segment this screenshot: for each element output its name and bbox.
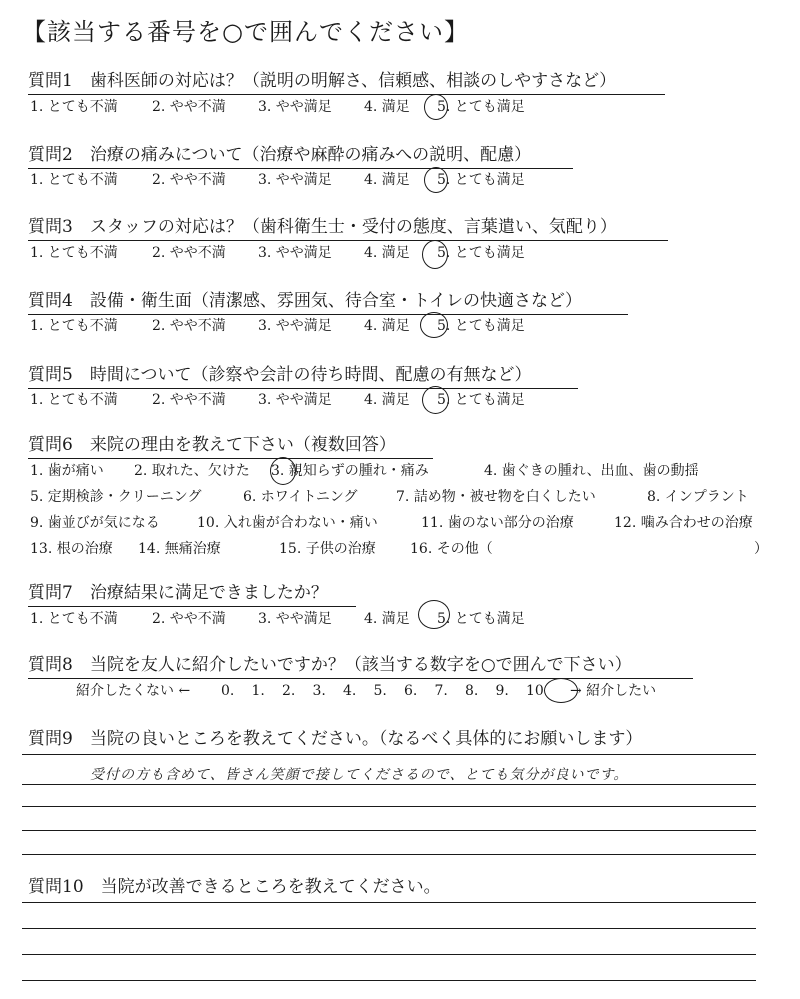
q10-answer-line-1[interactable] — [22, 902, 756, 903]
q4-option-1[interactable]: 1. とても不満 — [30, 318, 118, 334]
q5-option-4[interactable]: 4. 満足 — [364, 392, 410, 408]
question-6-options-row-4 — [30, 540, 493, 558]
q9-answer-line-top — [22, 754, 756, 755]
q10-answer-line-4[interactable] — [22, 980, 756, 981]
q6-option-16[interactable]: 16. その他（ — [410, 541, 493, 557]
q5-option-1[interactable]: 1. とても不満 — [30, 392, 118, 408]
q3-option-3[interactable]: 3. やや満足 — [258, 245, 332, 261]
question-5-options — [30, 391, 525, 409]
question-1-title: 質問1 歯科医師の対応は？（説明の明解さ、信頼感、相談のしやすさなど） — [28, 70, 665, 95]
question-6-options-row-1 — [30, 462, 699, 480]
q1-option-1[interactable]: 1. とても不満 — [30, 99, 118, 115]
question-2-options — [30, 171, 525, 189]
question-6-options-row-2 — [30, 488, 749, 506]
question-5-title: 質問5 時間について（診察や会計の待ち時間、配慮の有無など） — [28, 364, 578, 389]
q6-option-7[interactable]: 7. 詰め物・被せ物を白くしたい — [396, 489, 596, 505]
q5-option-5[interactable]: 5. とても満足 — [437, 392, 525, 408]
q1-option-5[interactable]: 5. とても満足 — [437, 99, 525, 115]
q9-answer-line-3 — [22, 830, 756, 831]
question-7-title: 質問7 治療結果に満足できましたか？ — [28, 582, 356, 607]
q6-option-6[interactable]: 6. ホワイトニング — [243, 489, 358, 505]
q3-option-5[interactable]: 5. とても満足 — [437, 245, 525, 261]
question-6-title: 質問6 来院の理由を教えて下さい（複数回答） — [28, 434, 433, 459]
q7-option-1[interactable]: 1. とても不満 — [30, 611, 118, 627]
q4-selection-circle — [420, 312, 448, 338]
question-3-options — [30, 244, 525, 262]
q9-handwritten-answer[interactable]: 受付の方も含めて、皆さん笑顔で接してくださるので、とても気分が良いです。 — [90, 767, 629, 783]
q4-option-2[interactable]: 2. やや不満 — [152, 318, 226, 334]
q10-answer-line-2[interactable] — [22, 928, 756, 929]
q2-option-1[interactable]: 1. とても不満 — [30, 172, 118, 188]
q5-option-3[interactable]: 3. やや満足 — [258, 392, 332, 408]
question-4-options — [30, 317, 525, 335]
q8-option-10[interactable]: 10 — [526, 683, 544, 699]
question-1-options — [30, 98, 525, 116]
question-7-options — [30, 610, 525, 628]
q9-answer-line-2 — [22, 806, 756, 807]
q8-option-9[interactable]: 9. — [495, 683, 509, 699]
question-9-title: 質問9 当院の良いところを教えてください。（なるべく具体的にお願いします） — [28, 729, 643, 749]
q10-answer-line-3[interactable] — [22, 954, 756, 955]
q6-option-3[interactable]: 3. 親知らずの腫れ・痛み — [271, 463, 429, 479]
q6-option-11[interactable]: 11. 歯のない部分の治療 — [421, 515, 574, 531]
q8-option-8[interactable]: 8. — [465, 683, 479, 699]
q2-option-2[interactable]: 2. やや不満 — [152, 172, 226, 188]
q6-option-9[interactable]: 9. 歯並びが気になる — [30, 515, 160, 531]
q8-option-3[interactable]: 3. — [312, 683, 326, 699]
q5-selection-circle — [422, 386, 449, 414]
q6-option-13[interactable]: 13. 根の治療 — [30, 541, 113, 557]
q8-option-4[interactable]: 4. — [343, 683, 357, 699]
q8-option-5[interactable]: 5. — [373, 683, 387, 699]
q4-option-4[interactable]: 4. 満足 — [364, 318, 410, 334]
q1-option-3[interactable]: 3. やや満足 — [258, 99, 332, 115]
q3-option-4[interactable]: 4. 満足 — [364, 245, 410, 261]
q6-option-5[interactable]: 5. 定期検診・クリーニング — [30, 489, 202, 505]
q6-option-8[interactable]: 8. インプラント — [647, 489, 749, 505]
question-2-title: 質問2 治療の痛みについて（治療や麻酔の痛みへの説明、配慮） — [28, 144, 573, 169]
q2-option-4[interactable]: 4. 満足 — [364, 172, 410, 188]
q7-option-2[interactable]: 2. やや不満 — [152, 611, 226, 627]
q2-option-3[interactable]: 3. やや満足 — [258, 172, 332, 188]
q4-option-3[interactable]: 3. やや満足 — [258, 318, 332, 334]
q2-option-5[interactable]: 5. とても満足 — [437, 172, 525, 188]
q6-option-14[interactable]: 14. 無痛治療 — [138, 541, 221, 557]
q8-selection-circle — [544, 678, 578, 703]
question-3-title: 質問3 スタッフの対応は？（歯科衛生士・受付の態度、言葉遣い、気配り） — [28, 216, 668, 241]
q6-selection-circle — [270, 457, 296, 485]
q7-option-5[interactable]: 5. とても満足 — [437, 611, 525, 627]
q1-option-2[interactable]: 2. やや不満 — [152, 99, 226, 115]
q8-left-label: 紹介したくない ← — [76, 683, 191, 699]
q8-option-7[interactable]: 7. — [434, 683, 448, 699]
q1-selection-circle — [424, 94, 448, 120]
q7-selection-circle — [418, 600, 450, 629]
form-heading: 【該当する番号を○で囲んでください】 — [22, 18, 469, 46]
question-10-title: 質問10 当院が改善できるところを教えてください。 — [28, 877, 441, 897]
q6-option-1[interactable]: 1. 歯が痛い — [30, 463, 104, 479]
q3-selection-circle — [422, 240, 448, 269]
question-8-title: 質問8 当院を友人に紹介したいですか？（該当する数字を○で囲んで下さい） — [28, 654, 693, 679]
q8-option-2[interactable]: 2. — [282, 683, 296, 699]
q8-option-6[interactable]: 6. — [404, 683, 418, 699]
q6-option-12[interactable]: 12. 噛み合わせの治療 — [614, 515, 753, 531]
question-4-title: 質問4 設備・衛生面（清潔感、雰囲気、待合室・トイレの快適さなど） — [28, 290, 628, 315]
q6-option-10[interactable]: 10. 入れ歯が合わない・痛い — [197, 515, 378, 531]
q2-selection-circle — [424, 167, 448, 193]
q4-option-5[interactable]: 5. とても満足 — [437, 318, 525, 334]
q1-option-4[interactable]: 4. 満足 — [364, 99, 410, 115]
q6-option-2[interactable]: 2. 取れた、欠けた — [134, 463, 250, 479]
q8-option-0[interactable]: 0. — [221, 683, 235, 699]
q9-answer-line-4 — [22, 854, 756, 855]
q3-option-1[interactable]: 1. とても不満 — [30, 245, 118, 261]
q5-option-2[interactable]: 2. やや不満 — [152, 392, 226, 408]
q9-answer-line-1 — [22, 784, 756, 785]
q6-other-close-paren: ） — [754, 541, 768, 557]
q6-option-4[interactable]: 4. 歯ぐきの腫れ、出血、歯の動揺 — [484, 463, 699, 479]
q8-option-1[interactable]: 1. — [251, 683, 265, 699]
q6-option-15[interactable]: 15. 子供の治療 — [279, 541, 376, 557]
question-6-options-row-3 — [30, 514, 753, 532]
q3-option-2[interactable]: 2. やや不満 — [152, 245, 226, 261]
q7-option-3[interactable]: 3. やや満足 — [258, 611, 332, 627]
q8-right-label: → 紹介したい — [570, 683, 657, 699]
q7-option-4[interactable]: 4. 満足 — [364, 611, 410, 627]
